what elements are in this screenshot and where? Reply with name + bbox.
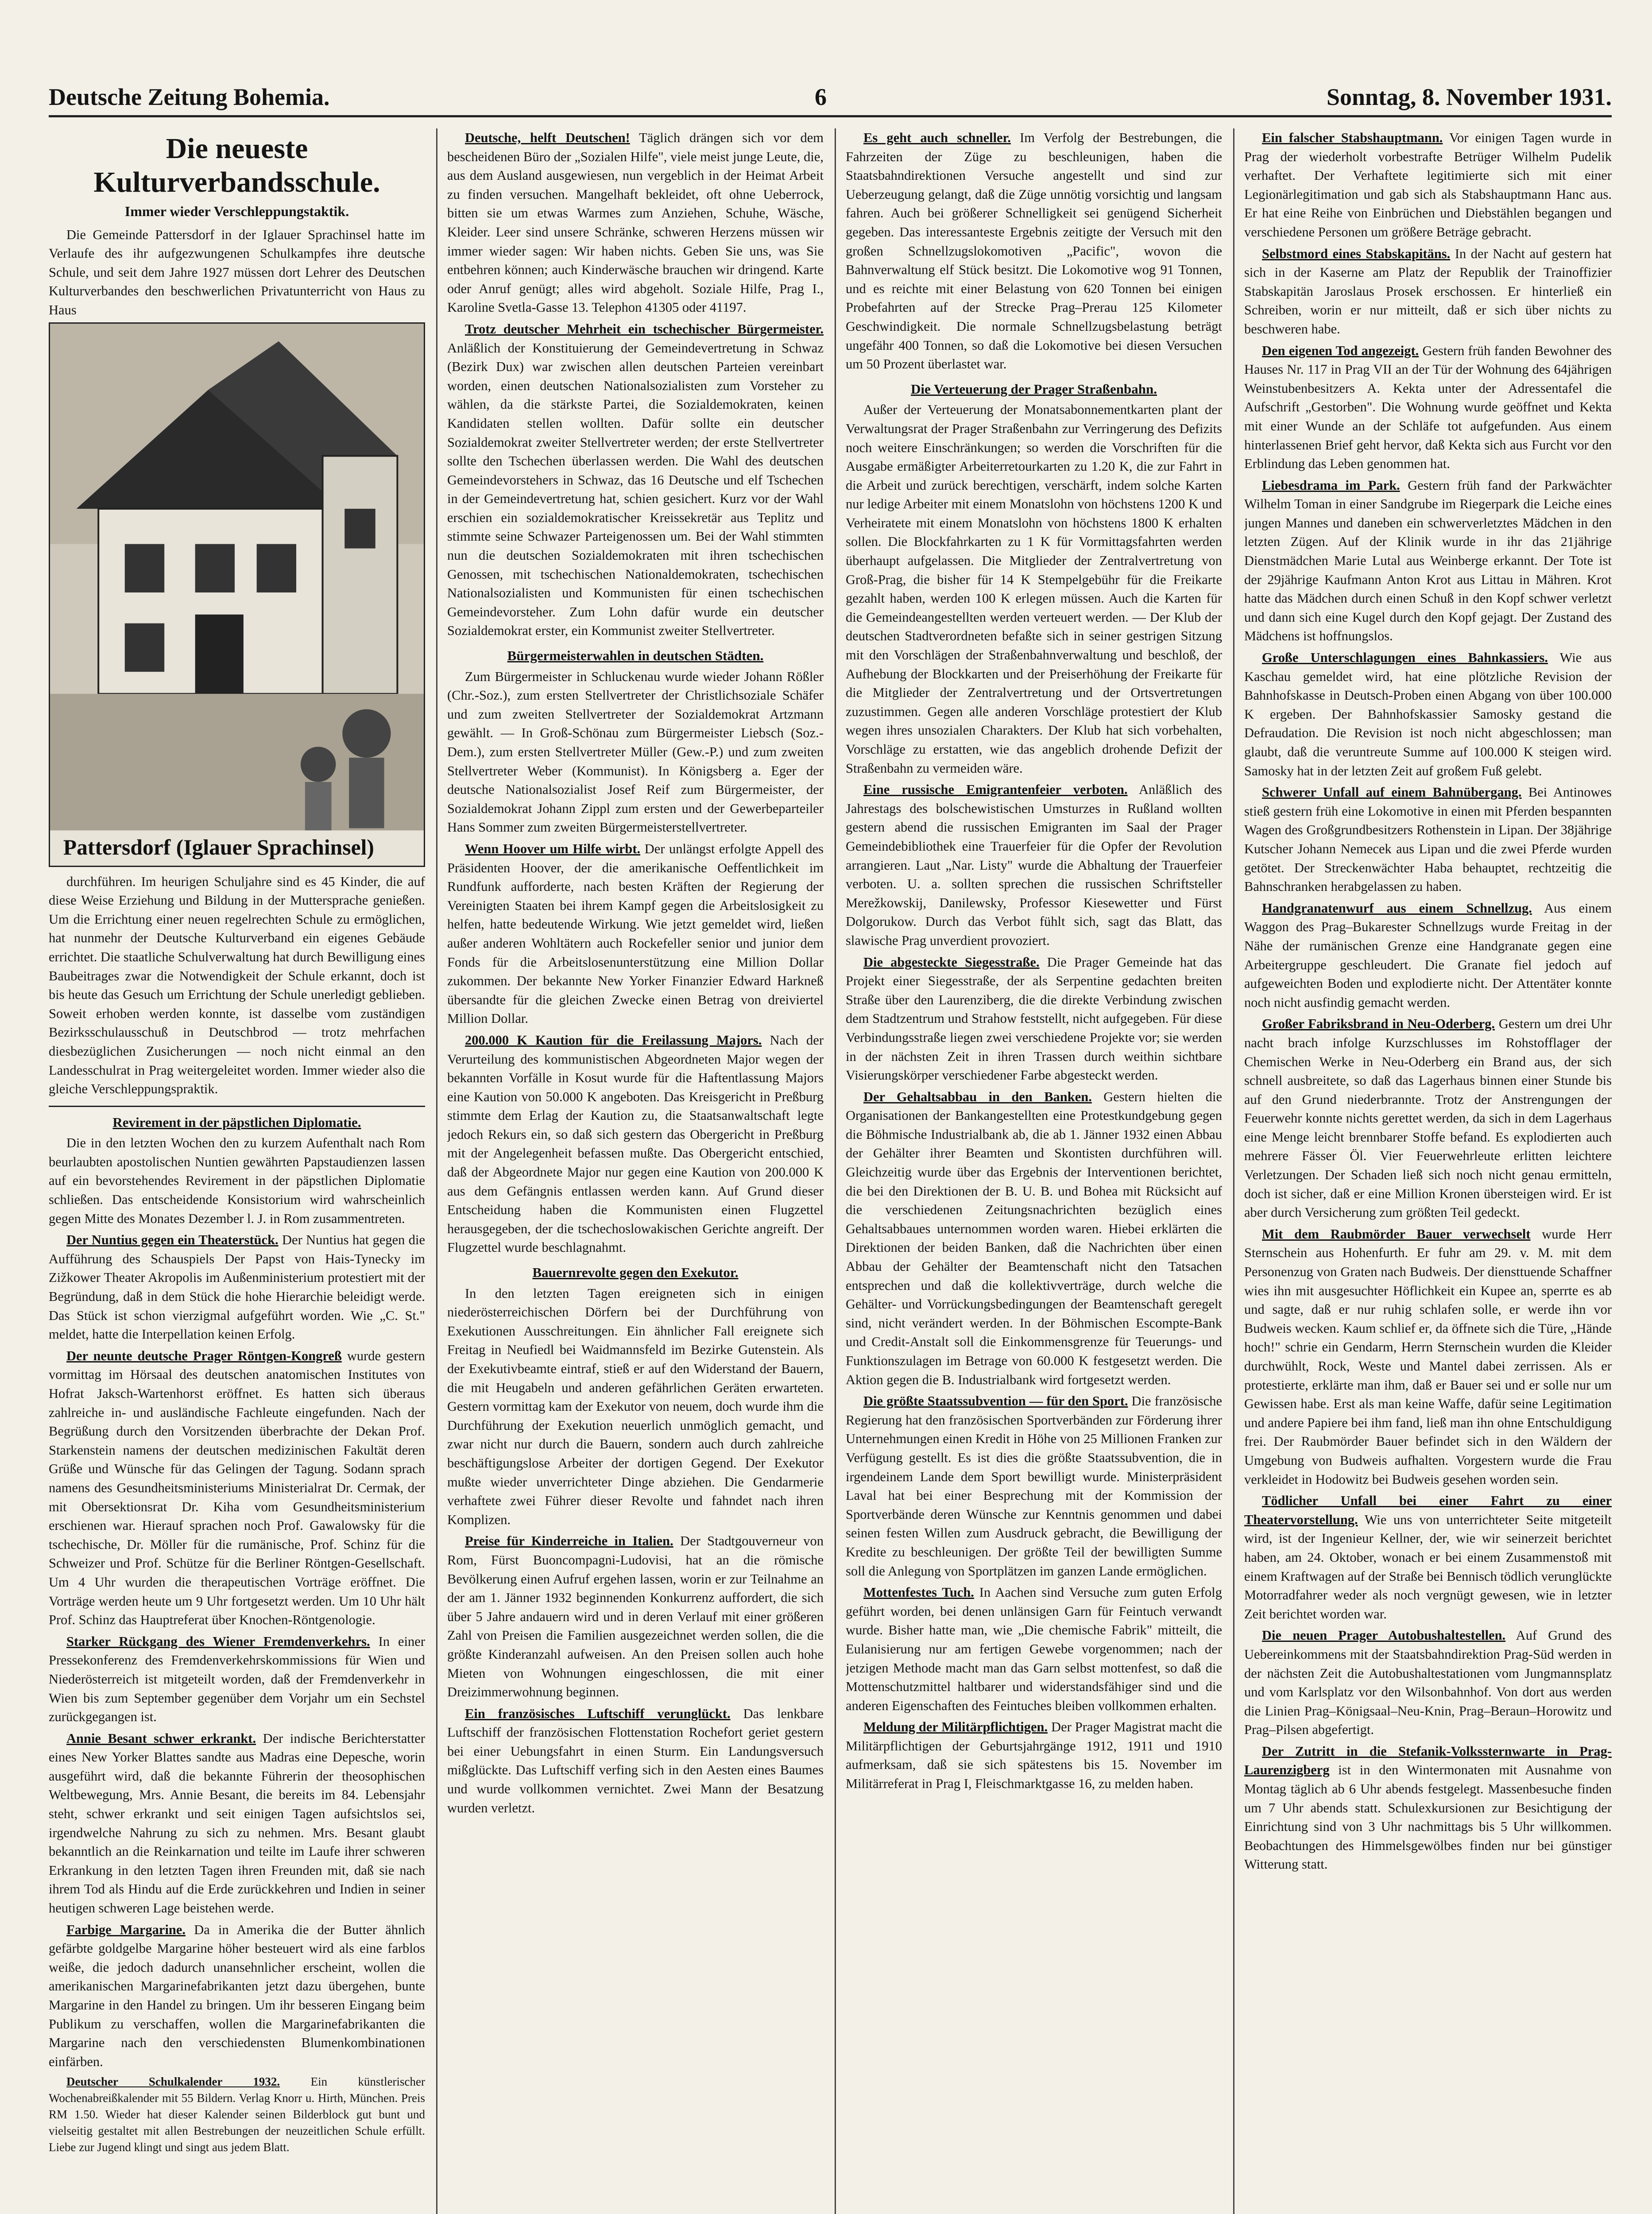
article-body: Im Verfolg der Bestrebungen, die Fahrzeiten der Züge zu beschleunigen, haben die Staatsbahndirektionen Versuche angestellt und sind zur Ueberzeugung gelangt, daß die Züge unnötig vorsichtig und langsam fahren. Auch bei größerer Schnelligkeit sei genügend Sicherheit gegeben. Das interessanteste Ergebnis zeitigte der Versuch mit den großen Schnellzugslokomotiven „Pacific", wovon die Bahnverwaltung elf Stück besitzt. Die Lokomotive wog 91 Tonnen, und es reichte mit einer Belastung von 620 Tonnen bei einigen Probefahrten auf der Strecke Prag–Prerau 125 Kilometer Geschwindigkeit. Die normale Schnellzugsbelastung beträgt ungefähr 400 Tonnen, so daß die Lokomotive bei diesen Versuchen um 50 Prozent überlastet war. (846, 130, 1222, 372)
lead-in: Großer Fabriksbrand in Neu-Oderberg. (1262, 1016, 1495, 1032)
page-header (49, 80, 1612, 117)
lead-in: 200.000 K Kaution für die Freilassung Majors. (465, 1032, 762, 1048)
article-body: Die Prager Gemeinde hat das Projekt einer Siegesstraße, der als Serpentine gedachten breiten Straße über den Laurenziberg, die die direkte Verbindung zwischen dem Stadtzentrum und Strahow feststellt, nicht aufgegeben. Für diese Verbindungsstraße liegen zwei verschiedene Projekte vor; sie werden in der nächsten Zeit in ihren Trassen durch weithin sichtbare Visierungskörper verschiedener Farbe abgesteckt werden. (846, 954, 1222, 1083)
column-rule (436, 128, 437, 2214)
lead-in: Deutsche, helft Deutschen! (465, 130, 630, 145)
header-paper-name: Deutsche Zeitung Bohemia. (49, 84, 330, 110)
article-body: Der Nuntius hat gegen die Aufführung des Schauspiels Der Papst von Hais-Tynecky im Zižkower Theater Akropolis im Außenministerium protestiert mit der Begründung, daß in dem Stück die hohe Hierarchie beleidigt werde. Das Stück ist schon vierzigmal aufgeführt worden. Wie „C. St." meldet, hatte die Interpellation keinen Erfolg. (49, 1232, 425, 1342)
lead-in: Starker Rückgang des Wiener Fremdenverkehrs. (66, 1633, 370, 1649)
lead-in: Der neunte deutsche Prager Röntgen-Kongreß (66, 1348, 342, 1363)
school-house-illustration (49, 322, 425, 867)
lead-in: Ein falscher Stabshauptmann. (1262, 130, 1443, 145)
article-body: In einer Pressekonferenz des Fremdenverkehrskommissions für Wien und Niederösterreich ist mitgeteilt worden, daß der Fremdenverkehr in Wien bis zum September gegenüber dem Vorjahr um ein Sechstel zurückgegangen ist. (49, 1633, 425, 1725)
lead-in: Liebesdrama im Park. (1262, 477, 1400, 493)
lead-in: Farbige Margarine. (66, 1922, 186, 1937)
article-body: Gestern früh fand der Parkwächter Wilhelm Toman in einer Sandgrube im Riegerpark die Leiche eines jungen Mannes und daneben ein schwerverletztes Mädchen in den letzten Zügen. Auf der Klinik wurde in ihr das 21jährige Dienstmädchen Marie Lutal aus Weinberge erkannt. Der Tote ist der 29jährige Kaufmann Anton Krot aus Littau in Mähren. Krot hatte das Mädchen durch einen Schuß in den Kopf schwer verletzt und dann sich eine Kugel durch den Kopf gejagt. Der Zustand des Mädchens ist hoffnungslos. (1244, 477, 1612, 644)
article-body: Die französische Regierung hat den französischen Sportverbänden zur Förderung ihrer Unternehmungen einen Kredit in Höhe von 25 Millionen Franken zur Verfügung gestellt. Es ist dies die größte Staatssubvention, die in irgendeinem Lande dem Sport bewilligt wurde. Ministerpräsident Laval hat bei einer Besprechung mit der Kommission der Sportverbände deren Wünsche zur Kenntnis genommen und dabei seinen festen Willen zum Ausdruck gebracht, die Bewilligung der Kredite zu beschleunigen. Der größte Teil der bewilligten Summe soll die Anlegung von Sportplätzen im ganzen Lande ermöglichen. (846, 1393, 1222, 1579)
lead-in: Ein französisches Luftschiff verunglückt. (465, 1706, 731, 1721)
lead-in: Wenn Hoover um Hilfe wirbt. (465, 841, 641, 856)
article-body: wurde gestern vormittag im Hörsaal des deutschen anatomischen Institutes von Hofrat Jaksch-Wartenhorst eröffnet. Es hatten sich überaus zahlreiche in- und ausländische Fachleute eingefunden. Nach der Begrüßung durch den Vorsitzenden überbrachte der Dekan Prof. Starkenstein namens der deutschen medizinischen Fakultät deren Grüße und Wünsche für das Gelingen der Tagung. Sodann sprach namens des Gesundheitsministeriums Ministerialrat Dr. Cermak, der mit Obersektionsrat Dr. Kiha vom Gesundheitsministerium erschienen war. Hierauf sprachen noch Prof. Gawalowsky für die tschechische, Dr. Möller für die rumänische, Prof. Schinz für die Schweizer und Prof. Schütze für die Berliner Röntgen-Gesellschaft. Um 4 Uhr wurden die therapeutischen Vorträge eröffnet. Die Vorträge werden heute um 9 Uhr fortgesetzt werden. Um 10 Uhr hält Prof. Schinz das Hauptreferat über Knochen-Röntgenologie. (49, 1348, 425, 1628)
lead-in: Der Gehaltsabbau in den Banken. (863, 1089, 1092, 1104)
lead-in: Mit dem Raubmörder Bauer verwechselt (1262, 1226, 1531, 1242)
lead-in: Den eigenen Tod angezeigt. (1262, 343, 1419, 358)
article-subtitle: Immer wieder Verschleppungstaktik. (124, 203, 349, 219)
article-body: Wie uns von unterrichteter Seite mitgeteilt wird, ist der Ingenieur Kellner, der, wie wir seinerzeit berichtet haben, am 24. Oktober, wonach er bei einem Zusammenstoß mit einem Kraftwagen auf der Straße bei Bennisch tödlich verunglückte Motorradfahrer weder als noch vergnügt gewesen, wie in letzter Zeit berichtet worden war. (1244, 1512, 1612, 1622)
article-body: Gestern früh fanden Bewohner des Hauses Nr. 117 in Prag VII an der Tür der Wohnung des 64jährigen Weinstubenbesitzers A. Kekta unter der Adressentafel die Aufschrift „Gestorben". Die Wohnung wurde geöffnet und Kekta mit einer Wunde an der Schläfe tot aufgefunden. Aus einem hinterlassenen Brief geht hervor, daß Kekta sich aus Furcht vor den Erblindung das Leben genommen hat. (1244, 343, 1612, 472)
article-body: In Aachen sind Versuche zum guten Erfolg geführt worden, bei denen unlänsigen Garn für Feintuch verwandt wurde. Bisher hatte man, wie „Die chemische Fabrik" mitteilt, die Eulanisierung nur am fertigen Gewebe vorgenommen; nach der jetzigen Methode macht man das Garn selbst mottenfest, so daß die Mottenschutzmittel haltbarer und widerstandsfähiger sind und die anderen Eigenschaften des Feintuches bleiben vollkommen erhalten. (846, 1585, 1222, 1713)
article-body: Außer der Verteuerung der Monatsabonnementkarten plant der Verwaltungsrat der Prager Straßenbahn zur Verringerung des Defizits noch weitere Einschränkungen; so werden die Vorschriften für die Ausgabe ermäßigter Arbeiterretourkarten zu 1.20 K, die zur Fahrt in die Arbeit und zurück berechtigen, verschärft, indem solche Karten nur ledige Arbeiter mit einem Monatslohn von höchstens 1200 K und Verheiratete mit einem Monatslohn von höchstens 1800 K erhalten sollen. Die Blockfahrkarten zu 1 K für Vormittagsfahrten werden überhaupt aufgelassen. Die Mitglieder der Zentralvertretung von Groß-Prag, die bisher für 14 K Stempelgebühr für die Freikarte gezahlt haben, werden 100 K erlegen müssen. Auch die Karten für die Gemeindeangestellten werden verteuert werden. — Der Klub der deutschen Stadtverordneten befaßte sich in seiner gestrigen Sitzung mit den Vorschlägen der Straßenbahnverwaltung und beschloß, der Aufhebung der Blockkarten und der Preiserhöhung der Freikarte für die Mitglieder der Zentralvertretung und der Ortsvertretungen zuzustimmen. Gegen alle anderen Vorschläge protestiert der Klub wegen ihres unsozialen Charakters. Der Klub hat sich vorbehalten, Vorschläge zu erstatten, wie das angeblich drohende Defizit der Straßenbahn zu vermeiden wäre. (846, 402, 1222, 776)
column-rule (1233, 128, 1234, 2214)
lead-in: Deutscher Schulkalender 1932. (66, 2075, 280, 2089)
column-2 (447, 128, 824, 2214)
column-4 (1244, 128, 1612, 2214)
article-intro: Die Gemeinde Pattersdorf in der Iglauer Sprachinsel hatte im Verlaufe des ihr aufgezwungenen Schulkampfes ihre deutsche Schule, und seit dem Jahre 1927 müssen dort Lehrer des Deutschen Kulturverbandes den beschwerlichen Privatunterricht von Haus zu Haus (49, 227, 425, 317)
column-rule (835, 128, 836, 2214)
article-body: Zum Bürgermeister in Schluckenau wurde wieder Johann Rößler (Chr.-Soz.), zum ersten Stellvertreter der Christlichsoziale Schäfer und zum zweiten Stellvertreter der Sozialdemokrat Artzmann gewählt. — In Groß-Schönau zum Bürgermeister Liebsch (Soz.-Dem.), zum ersten Stellvertreter Müller (Gew.-P.) und zum zweiten Stellvertreter Weber (Kommunist). In Königsberg a. Eger der deutsche Nationalsozialist Josef Reif zum Bürgermeister, der Sozialdemokrat Johann Zippl zum ersten und der Gewerbeparteiler Hans Sommer zum zweiten Bürgermeisterstellvertreter. (447, 669, 824, 835)
headline: Bürgermeisterwahlen in deutschen Städten. (507, 648, 764, 664)
column-3 (846, 128, 1222, 2214)
lead-in: Große Unterschlagungen eines Bahnkassiers. (1262, 650, 1548, 666)
header-date: Sonntag, 8. November 1931. (1326, 84, 1612, 110)
lead-in: Eine russische Emigrantenfeier verboten. (863, 782, 1128, 797)
lead-in: Die abgesteckte Siegesstraße. (863, 954, 1040, 970)
article-body: Wie aus Kaschau gemeldet wird, hat eine plötzliche Revision der Bahnhofskasse in Deutsch-Proben einen Abgang von über 100.000 K ergeben. Der Bahnhofskassier Samosky gestand die Defraudation. Die Revision ist noch nicht abgeschlossen; man glaubt, daß die veruntreute Summe auf 100.000 K steigen wird. Samosky hat in der letzten Zeit auf großem Fuß gelebt. (1244, 650, 1612, 778)
lead-in: Mottenfestes Tuch. (863, 1585, 974, 1600)
lead-in: Der Nuntius gegen ein Theaterstück. (66, 1232, 279, 1248)
lead-in: Annie Besant schwer erkrankt. (66, 1730, 256, 1746)
article-body: In den letzten Tagen ereigneten sich in einigen niederösterreichischen Dörfern bei der Durchführung von Exekutionen Ausschreitungen. Ein ähnlicher Fall ereignete sich Freitag in Neufiedl bei Waidmannsfeld im Bezirke Gutenstein. Als der Exekutivbeamte eintraf, stieß er auf den Widerstand der Bauern, die mit Heugabeln und anderen gefährlichen Geräten erwarteten. Gestern vormittag kam der Exekutor von neuem, doch wurde ihm die Durchführung der Exekution neuerlich unmöglich gemacht, und zwar nicht nur durch die Bauern, sondern auch durch zahlreiche beschäftigungslose Arbeiter der dortigen Gegend. Der Exekutor mußte wieder unverrichteter Dinge abziehen. Die Gendarmerie verhaftete zwei Führer dieser Revolte und fahndet nach ihren Komplizen. (447, 1285, 824, 1527)
lead-in: Selbstmord eines Stabskapitäns. (1262, 246, 1451, 261)
headline: Die Verteuerung der Prager Straßenbahn. (911, 381, 1157, 397)
article-body: Vor einigen Tagen wurde in Prag der wiederholt vorbestrafte Betrüger Wilhelm Pudelik verhaftet. Der Verhaftete legitimierte sich mit einer Legionärlegitimation und gab sich als Stabshauptmann Hanc aus. Er hat eine Reihe von Einbrüchen und Diebstählen begangen und verschiedene Personen um größere Beträge gebracht. (1244, 130, 1612, 240)
article-body: Da in Amerika die der Butter ähnlich gefärbte goldgelbe Margarine höher besteuert wird als eine farblos weiße, die jedoch dadurch unansehnlicher erscheint, wollen die amerikanischen Margarinefabrikanten jetzt dazu übergehen, bunte Margarine in den Handel zu bringen. Um ihr besseren Eingang beim Publikum zu verschaffen, wollen die Margarinefabrikanten die Margarine nach den verschiedensten Blumenkombinationen einfärben. (49, 1922, 425, 2069)
illustration-caption: Pattersdorf (Iglauer Sprachinsel) (63, 835, 374, 859)
article-body: Anläßlich der Konstituierung der Gemeindevertretung in Schwaz (Bezirk Dux) war zwischen allen deutschen Parteien vereinbart worden, einen deutschen Nationalsozialisten zum Vorsteher zu wählen, da die stärkste Partei, die Sozialdemokraten, keinen Kandidaten stellen wollten. Dafür sollte ein deutscher Sozialdemokrat zweiter Stellvertreter werden; der erste Stellvertreter sollte den Tschechen überlassen werden. Die Wahl des deutschen Gemeindevorstehers in Schwaz, das 16 Deutsche und elf Tschechen in der Gemeindevertretung hat, schien gesichert. Kurz vor der Wahl erschien ein sozialdemokratischer Kreissekretär aus Teplitz und stimmte seine Schwazer Parteigenossen um. Bei der Wahl stimmten nun die deutschen Sozialdemokraten mit ihren tschechischen Genossen, mit tschechischen Nationaldemokraten, tschechischen Nationalsozialisten und Kommunisten für einen tschechischen Gemeindevorsteher. Zum Lohn dafür wurde ein deutscher Sozialdemokrat erster, ein Kommunist zweiter Stellvertreter. (447, 340, 824, 639)
lead-in: Meldung der Militärpflichtigen. (863, 1719, 1048, 1735)
article-body: In der Nacht auf gestern hat sich in der Kaserne am Platz der Republik der Trainoffizier Stabskapitän Jaroslaus Prosek erschossen. Er hinterließ ein Schreiben, worin er nur mitteilt, daß er sich über nichts zu beschweren habe. (1244, 246, 1612, 337)
lead-in: Die neuen Prager Autobushaltestellen. (1262, 1628, 1506, 1643)
header-page-number: 6 (815, 84, 827, 110)
lead-in: Preise für Kinderreiche in Italien. (465, 1533, 673, 1549)
article-body: Der Stadtgouverneur von Rom, Fürst Buoncompagni-Ludovisi, hat an die römische Bevölkerung einen Aufruf ergehen lassen, worin er zur Teilnahme an der am 1. Jänner 1932 beginnenden Konkurrenz auffordert, die sich über 5 Jahre andauern wird und in deren Verlauf mit einer größeren Zahl von Preisen die Familien ausgezeichnet werden sollen, die die größte Kinderanzahl aufweisen. An den Preisen sollen auch hohe Mieten von Wohnungen eingeschlossen, die mit einer Dreizimmerwohnung beginnen. (447, 1533, 824, 1700)
article-body: Ein künstlerischer Wochenabreißkalender mit 55 Bildern. Verlag Knorr u. Hirth, München. Preis RM 1.50. Wieder hat dieser Kalender seinen Bilderblock gut bunt und vielseitig gestaltet mit allen Bestrebungen der neuzeitlichen Schule erfüllt. Liebe zur Jugend klingt und singt aus jedem Blatt. (49, 2075, 425, 2154)
article-body: Gestern hielten die Organisationen der Bankangestellten eine Protestkundgebung gegen die Böhmische Industrialbank ab, die ab 1. Jänner 1932 einen Abbau der Gehälter ihrer Beamten und Skontisten durchführen will. Gleichzeitig wurde über das Ergebnis der Interventionen berichtet, die bei den Direktionen der B. U. B. und Bohea mit Rücksicht auf die verschiedenen Zeitungsnachrichten bezüglich eines Gehaltsabbaues unternommen worden waren. Hiebei erklärten die Direktionen der beiden Banken, daß die Nachrichten über einen Abbau der Gehälter der Beamtenschaft nicht den Tatsachen entsprechen und daß die kollektivverträge, durch welche die Gehälter- und Vorrückungsbedingungen der Beamtenschaft geregelt sind, nicht verändert werden. In der Böhmischen Escompte-Bank und Credit-Anstalt soll die Einkommensgrenze für Teuerungs- und Funktionszulagen im Betrage von 60.000 K festgesetzt werden. Die Aktion gegen die B. Industrialbank wird fortgesetzt werden. (846, 1089, 1222, 1387)
headline: Bauernrevolte gegen den Exekutor. (532, 1265, 739, 1281)
lead-in: Handgranatenwurf aus einem Schnellzug. (1262, 900, 1532, 916)
article-body: Auf Grund des Uebereinkommens mit der Staatsbahndirektion Prag-Süd werden in der nächsten Zeit die Autobushaltestationen vom Jungmannsplatz und vom Karlsplatz vor den Wilsonbahnhof. Von dort aus werden die Linien Prag–Königsaal–Neu-Knin, Prag–Beraun–Horowitz und Prag–Pilsen abgefertigt. (1244, 1628, 1612, 1738)
article-body: durchführen. Im heurigen Schuljahre sind es 45 Kinder, die auf diese Weise Erziehung und Bildung in der Muttersprache genießen. Um die Errichtung einer neuen regelrechten Schule zu ermöglichen, hat nunmehr der Deutsche Kulturverband ein eigenes Gebäude errichtet. Die staatliche Schulverwaltung hat durch Bewilligung eines Baubeitrages zwar die Notwendigkeit der Schule erkannt, doch ist bis heute das Gesuch um Errichtung der Schule unerledigt geblieben. Soweit erhoben werden konnte, ist dasselbe vom zuständigen Bezirksschulausschuß in Deutschbrod — trotz mehrfachen diesbezüglichen Zusicherungen — noch nicht einmal an den Landesschulrat in Prag weitergeleitet worden. Immer wieder also die gleiche Verschleppungspraktik. (49, 874, 425, 1097)
article-body: Nach der Verurteilung des kommunistischen Abgeordneten Major wegen der bekannten Vorfälle in Kosut wurde für die Haftentlassung Majors eine Kaution von 50.000 K angeboten. Das Kreisgericht in Preßburg stimmte dem Erlag der Kaution zu, die Staatsanwaltschaft legte jedoch Rekurs ein, so daß sich gestern das Obergericht in Preßburg mit der Angelegenheit befassen mußte. Das Obergericht entschied, daß der Abgeordnete Major nur gegen eine Kaution von 200.000 K aus dem Gefängnis entlassen werden kann. Auf Grund dieser Entscheidung haben die Kommunisten einen Flugzettel herausgegeben, der die tschechoslowakischen Gerichte angreift. Der Flugzettel wurde beschlagnahmt. (447, 1032, 824, 1255)
article-body: Aus einem Waggon des Prag–Bukarester Schnellzugs wurde Freitag in der Nähe der rumänischen Grenze eine Handgranate gegen eine Arbeitergruppe geschleudert. Die Granate fiel jedoch auf aufgeweichten Boden und explodierte nicht. Der Attentäter konnte noch nicht ausfindig gemacht werden. (1244, 900, 1612, 1010)
article-title: Die neueste Kulturverbandsschule. (93, 132, 380, 198)
article-body: Die in den letzten Wochen den zu kurzem Aufenthalt nach Rom beurlaubten apostolischen Nuntien gewährten Papstaudienzen lassen auf ein bevorstehendes Revirement in der päpstlichen Diplomatie schließen. Das entscheidende Konsistorium wird wahrscheinlich gegen Mitte des Monates Dezember l. J. in Rom zusammentreten. (49, 1135, 425, 1226)
headline: Revirement in der päpstlichen Diplomatie. (112, 1114, 361, 1130)
article-body: Gestern um drei Uhr nacht brach infolge Kurzschlusses im Rohstofflager der Chemischen Werke in Neu-Oderberg ein Brand aus, der sich schnell ausbreitete, so daß das Lagerhaus binnen einer Stunde bis auf den Grund niederbrannte. Trotz der Anstrengungen der Feuerwehr konnte nichts gerettet werden, da sich in dem Lagerhaus eine Menge leicht brennbarer Stoffe befand. Es explodierten auch mehrere Fässer Öl. Vier Feuerwehrleute erlitten leichtere Verletzungen. Der Schaden ließ sich noch nicht genau ermitteln, doch ist sicher, daß er eine Million Kronen übersteigen wird. Er ist aber durch Versicherung zum größten Teil gedeckt. (1244, 1016, 1612, 1220)
lead-in: Tödlicher Unfall bei einer Fahrt zu einer Theatervorstellung. (1244, 1493, 1612, 1527)
divider (49, 1106, 425, 1107)
article-body: Der Prager Magistrat macht die Militärpflichtigen der Geburtsjahrgänge 1912, 1911 und 1910 aufmerksam, daß sie sich spätestens bis 15. November im Militärreferat in Prag I, Fleischmarktgasse 16, zu melden haben. (846, 1719, 1222, 1792)
lead-in: Der Zutritt in die Stefanik-Volkssternwarte in Prag-Laurenzigberg (1244, 1743, 1612, 1778)
house-drawing (50, 324, 424, 866)
article-body: ist in den Wintermonaten mit Ausnahme von Montag täglich ab 6 Uhr abends festgelegt. Massenbesuche finden um 7 Uhr abends statt. Schulexkursionen zur Besichtigung der Einrichtung sind von 3 Uhr nachmittags bis 5 Uhr willkommen. Beobachtungen des Himmelsgewölbes finden nur bei günstiger Witterung statt. (1244, 1762, 1612, 1872)
article-body: Der unlängst erfolgte Appell des Präsidenten Hoover, der die amerikanische Oeffentlichkeit im Rundfunk aufforderte, nach besten Kräften der Regierung der Vereinigten Staaten bei ihrem Kampf gegen die Arbeitslosigkeit zu helfen, hatte bedeutende Wirkung. Wie jetzt gemeldet wird, ließen außer anderen Wohltätern auch Rockefeller senior und junior dem Fonds für die Arbeitslosenunterstützung eine Million Dollar zukommen. Der bekannte New Yorker Finanzier Edward Harkneß übersandte für die gleichen Zwecke einen Betrag von dreiviertel Million Dollar. (447, 841, 824, 1026)
lead-in: Die größte Staatssubvention — für den Sport. (863, 1393, 1128, 1409)
lead-in: Schwerer Unfall auf einem Bahnübergang. (1262, 785, 1522, 800)
lead-in: Trotz deutscher Mehrheit ein tschechischer Bürgermeister. (465, 321, 824, 337)
article-body: Der indische Berichterstatter eines New Yorker Blattes sandte aus Madras eine Depesche, worin ausgeführt wird, daß die bekannte Führerin der theosophischen Weltbewegung, Mrs. Annie Besant, die bereits im 84. Lebensjahr steht, schwer erkrankt und seit einigen Tagen aufsichtslos sei, irgendwelche Nahrung zu sich zu nehmen. Mrs. Besant glaubt bekanntlich an die Reinkarnation und teilte im Laufe ihrer schweren Erkrankung in den letzten Tagen ihren Freunden mit, daß sie nach ihrem Tod als Hindu auf die Erde zurückkehren und Indien in seiner heutigen schweren Lage beistehen werde. (49, 1730, 425, 1916)
article-body: wurde Herr Sternschein aus Hohenfurth. Er fuhr am 29. v. M. mit dem Personenzug von Graten nach Budweis. Der diensttuende Schaffner wies ihn mit ausgesuchter Höflichkeit ein Kupee an, sperrte es ab und sagte, daß er nur ruhig schlafen solle, er werde ihn vor Budweis wecken. Kaum schlief er, da öffnete sich die Türe, „Hände hoch!" schrie ein Gendarm, Herrn Sternschein wurden die Kleider durchwühlt, Rock, Weste und Mantel dabei zerrissen. Als er protestierte, erklärte man ihm, daß er Bauer sei und er solle nur um Gewissen habe. Erst als man keine Waffe, dafür seine Legitimation und andere Papiere bei ihm fand, ließ man ihn ohne Entschuldigung frei. Der Raubmörder Bauer befindet sich in den Wäldern der Umgebung von Budweis aufhalten. Vorgestern wurde die Frau verkleidet in Hodowitz bei Budweis gesehen worden sein. (1244, 1226, 1612, 1487)
column-1 (49, 128, 425, 2214)
article-body: Das lenkbare Luftschiff der französischen Flottenstation Rochefort geriet gestern bei einer Uebungsfahrt in einen Sturm. Ein Landungsversuch mißglückte. Das Luftschiff verfing sich in den Aesten eines Baumes und wurde vollkommen vernichtet. Zwei Mann der Besatzung wurden verletzt. (447, 1706, 824, 1815)
article-body: Anläßlich des Jahrestags des bolschewistischen Umsturzes in Rußland wollten gestern abend die russischen Emigranten im Saal der Prager Gemeindebibliothek eine Trauerfeier für die Opfer der Revolution arrangieren. Laut „Nar. Listy" wurde die Abhaltung der Trauerfeier verboten. U. a. sollten sprechen die russischen Schriftsteller Merežkowskij, Danilewsky, Professor Kiesewetter und Fürst Dolgorukow. Durch das Verbot fühlt sich, sagt das Blatt, das slawische Prag unverdient provoziert. (846, 782, 1222, 948)
article-body: Bei Antinowes stieß gestern früh eine Lokomotive in einen mit Pferden bespannten Wagen des Großgrundbesitzers Rothenstein in Lipan. Der 38jährige Kutscher Johann Nemecek aus Lipan und die zwei Pferde wurden getötet. Der Streckenwächter Haba behauptet, rechtzeitig die Bahnschranken herabgelassen zu haben. (1244, 785, 1612, 894)
lead-in: Es geht auch schneller. (863, 130, 1011, 145)
article-body: Täglich drängen sich vor dem bescheidenen Büro der „Sozialen Hilfe", viele meist junge Leute, die, aus dem Ausland ausgewiesen, nun vergeblich in der Heimat Arbeit zu finden versuchen. Mangelhaft bekleidet, oft ohne Ueberrock, bitten sie um etwas Warmes zum Anziehen, Schuhe, Wäsche, Kleider. Leer sind unsere Schränke, schweren Herzens müssen wir immer wieder sagen: Wir haben nichts. Geben Sie uns, was Sie entbehren können; auch Kinderwäsche brauchen wir dringend. Karte oder Anruf genügt; alles wird abgeholt. Soziale Hilfe, Prag I., Karoline Svetla-Gasse 13. Telephon 41305 oder 41197. (447, 130, 824, 315)
